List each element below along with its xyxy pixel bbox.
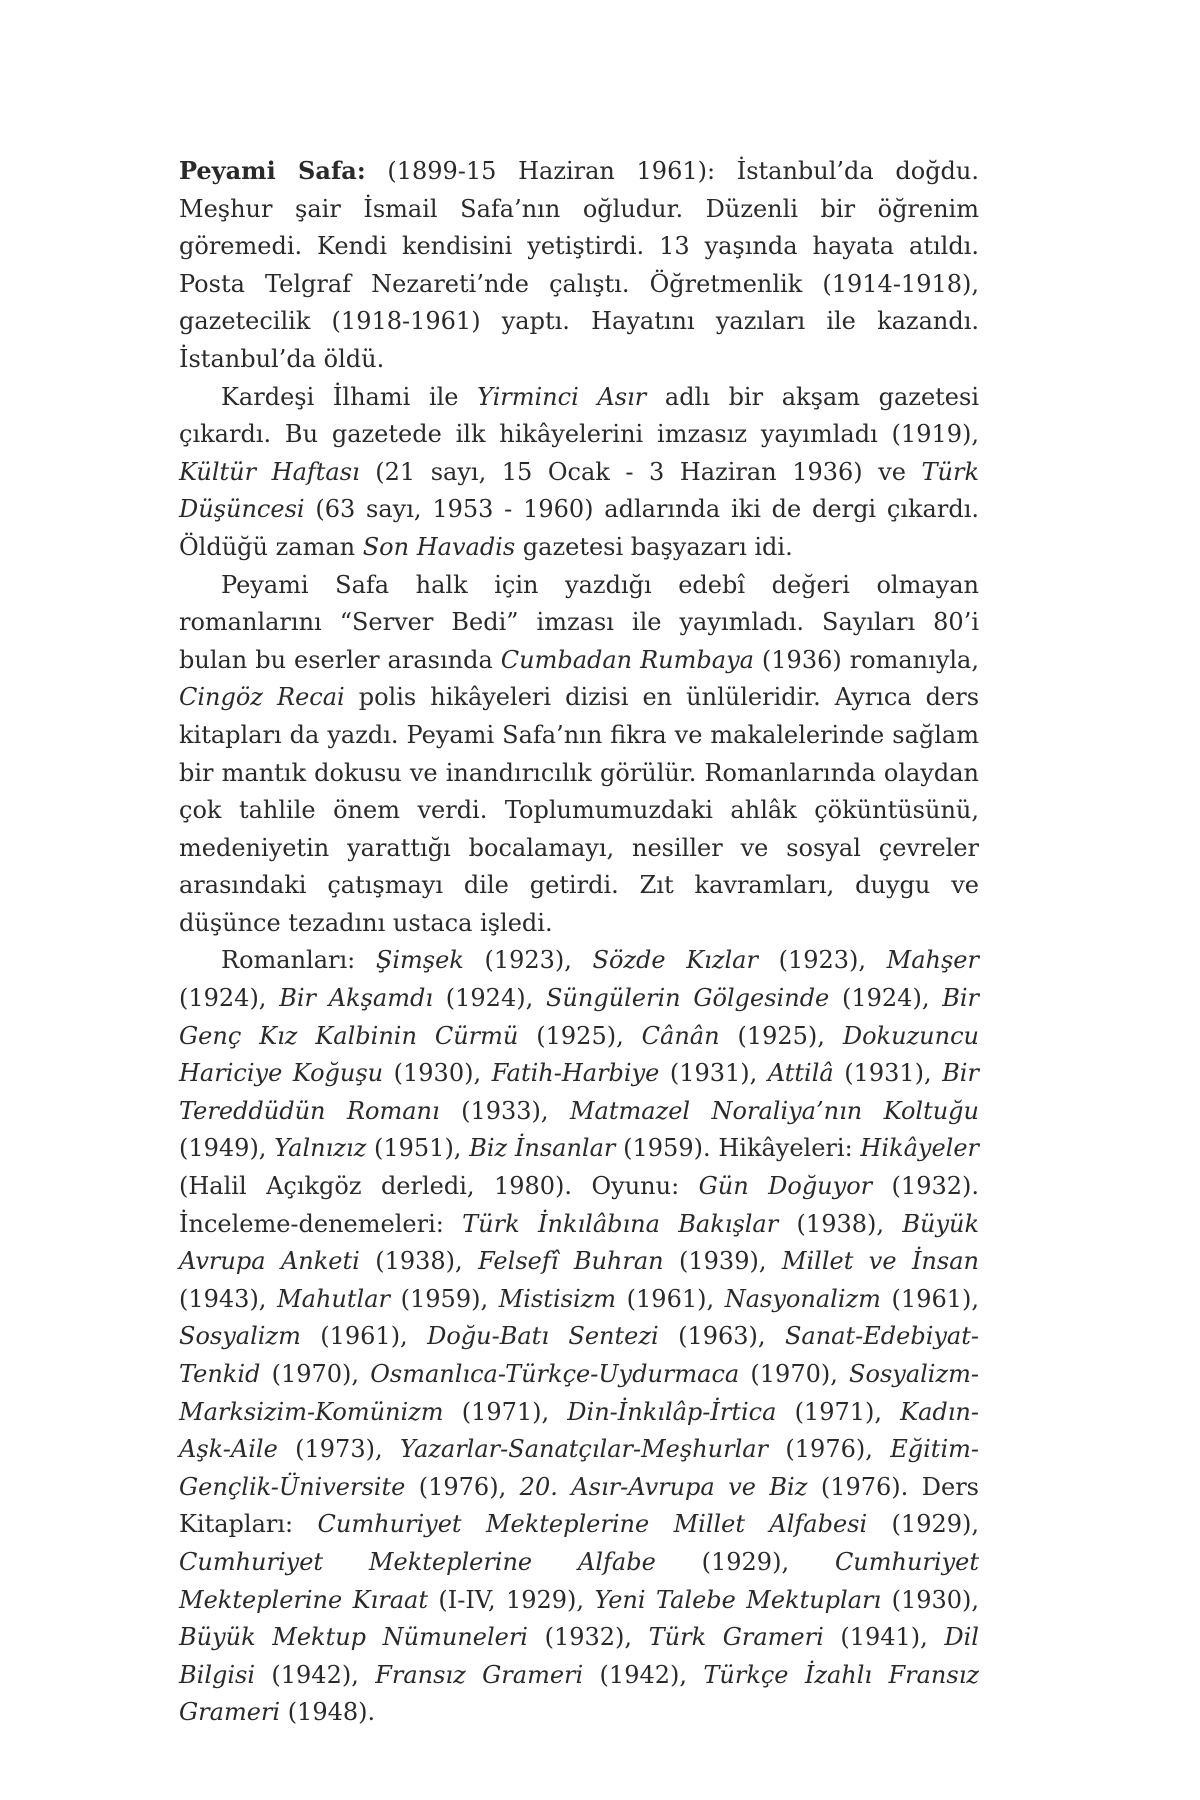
italic-title: Eğitim-Gençlik-Üniversite [179,1435,979,1501]
text-run: (1970), [739,1360,850,1388]
text-run: (1930), [383,1059,492,1088]
italic-title: Türkçe İzahlı Fransız Grameri [179,1660,980,1727]
italic-title: Büyük Avrupa Anketi [179,1209,979,1276]
text-run: polis hikâyeleri dizisi en ünlüleridir. Ayrıca ders kitapları da yazdı. Peyami Safa’nın fikra ve makalelerinde sağlam bir mantık dokusu ve inandırıcılık görülür. Romanlarında olaydan çok tahlile önem verdi. Toplumumuzdaki ahlâk çöküntüsünü, medeniyetin yarattığı bocalamayı, nesiller ve sosyal çevreler arasındaki çatışmayı dile getirdi. Zıt kavramları, duygu ve düşünce tezadını ustaca işledi. [179,683,980,937]
italic-title: Osmanlıca-Türkçe-Uydurmaca [370,1360,740,1388]
italic-title: Kültür Haftası [179,457,360,486]
italic-title: Hikâyeler [860,1134,979,1163]
text-run: (1941), [823,1623,945,1652]
text-run: (1976). Ders Kitapları: [179,1472,979,1539]
text-run: adlı bir akşam gazetesi çıkardı. Bu gazetede ilk hikâyelerini imzasız yayımladı (1919), [179,382,979,449]
paragraph-1 [179,152,979,379]
text-run: Kardeşi İlhami ile [221,382,478,411]
text-run: (1948). [280,1698,376,1727]
text-run: (1931), [659,1059,768,1088]
italic-title: Sosyalizm-Marksizim-Komünizm [179,1360,979,1426]
italic-title: Türk İnkılâbına Bakışlar [462,1209,779,1238]
italic-title: Bir Akşamdı [279,984,434,1013]
text-run: Romanları: [221,946,376,975]
text-run: gazetesi başyazarı idi. [515,532,793,561]
text-run: (1930), [881,1585,980,1614]
text-run: (1959). Hikâyeleri: [615,1134,861,1163]
italic-title: Mahşer [886,946,979,975]
italic-title: Bir Tereddüdün Romanı [179,1059,979,1125]
text-run: (1924), [433,984,546,1013]
text-run: (1933), [439,1096,570,1125]
text-run: (1961), [616,1284,725,1313]
italic-title: Bir Genç Kız Kalbinin Cürmü [179,984,979,1050]
italic-title: Felsefî Buhran [478,1247,664,1276]
text-run: (1932), [528,1623,649,1652]
text-run: (1939), [663,1247,782,1276]
text-run: (1925), [518,1021,642,1050]
italic-title: Gün Doğuyor [698,1172,873,1201]
text-run: (1971), [443,1397,568,1426]
italic-title: Fatih-Harbiye [491,1059,660,1088]
italic-title: Sanat-Edebiyat-Tenkid [179,1322,979,1388]
text-run: Peyami Safa halk için yazdığı edebî değeri olmayan romanlarını “Server Bedi” imzası ile yayımladı. Sayıları 80’i bulan bu eserler arasında [179,570,979,674]
italic-title: Dokuzuncu Hariciye Koğuşu [179,1021,979,1088]
paragraph-3 [179,567,979,943]
body-text [179,152,979,1732]
text-run: (21 sayı, 15 Ocak - 3 Haziran 1936) ve [359,457,922,486]
text-run: (1961), [300,1322,428,1351]
italic-title: Büyük Mektup Nümuneleri [179,1623,528,1652]
italic-title: Cumhuriyet Mekteplerine Millet Alfabesi [317,1510,868,1539]
italic-title: Türk Düşüncesi [179,457,979,524]
text-run: (1923), [757,946,887,975]
text-run: (63 sayı, 1953 - 1960) adlarında iki de dergi çıkardı. Öldüğü zaman [179,495,979,561]
italic-title: Süngülerin Gölgesinde [545,984,830,1013]
italic-title: Son Havadis [362,532,516,561]
italic-title: Türk Grameri [648,1623,824,1652]
italic-title: Mahutlar [277,1284,390,1313]
text-run: (1932). İnceleme-denemeleri: [179,1172,979,1238]
bold-heading: Peyami Safa: [179,156,366,185]
text-run: (I-IV, 1929), [427,1585,595,1614]
italic-title: Nasyonalizm [724,1284,881,1313]
text-run: (1973), [277,1435,400,1464]
italic-title: Din-İnkılâp-İrtica [567,1397,777,1426]
italic-title: Şimşek [375,946,464,975]
text-run: (1949), [179,1134,275,1163]
italic-title: Mistisizm [498,1284,617,1313]
paragraph-2 [179,379,979,567]
italic-title: Attilâ [767,1059,834,1088]
text-run: (1924), [179,984,280,1013]
italic-title: Fransız Grameri [375,1660,584,1689]
text-run: (Halil Açıkgöz derledi, 1980). Oyunu: [179,1172,699,1201]
text-run: (1931), [833,1059,943,1088]
italic-title: Sözde Kızlar [592,946,758,975]
text-run: (1976), [768,1435,891,1464]
italic-title: Yirminci Asır [477,382,647,411]
text-run: (1938), [359,1247,479,1276]
text-run: (1929), [867,1510,979,1539]
text-run: (1976), [405,1472,520,1501]
italic-title: Millet ve İnsan [781,1247,979,1276]
italic-title: Cânân [641,1021,720,1050]
italic-title: Cumbadan Rumbaya [500,645,754,674]
italic-title: Doğu-Batı Sentezi [427,1322,659,1351]
text-run: (1942), [583,1660,704,1689]
text-run: (1925), [719,1021,843,1050]
italic-title: Yalnızız [274,1134,367,1163]
italic-title: 20. Asır-Avrupa ve Biz [519,1472,808,1501]
text-run: (1963), [658,1322,785,1351]
italic-title: Yazarlar-Sanatçılar-Meşhurlar [399,1435,769,1464]
text-run: (1929), [655,1547,835,1576]
italic-title: Cumhuriyet Mekteplerine Alfabe [179,1547,656,1576]
italic-title: Sosyalizm [179,1322,301,1351]
italic-title: Kadın-Aşk-Aile [179,1397,979,1464]
italic-title: Biz İnsanlar [469,1134,616,1163]
italic-title: Cumhuriyet Mekteplerine Kıraat [179,1547,979,1614]
italic-title: Cingöz Recai [179,683,345,712]
text-run: (1961), [880,1284,979,1313]
text-run: (1951), [366,1134,470,1163]
text-run: (1943), [179,1284,278,1313]
text-run: (1923), [463,946,593,975]
italic-title: Yeni Talebe Mektupları [594,1585,882,1614]
italic-title: Dil Bilgisi [179,1623,979,1689]
text-run: (1970), [260,1360,371,1388]
text-run: (1936) romanıyla, [753,645,979,674]
text-run: (1942), [255,1660,376,1689]
italic-title: Matmazel Noraliya’nın Koltuğu [569,1096,979,1125]
text-run: (1971), [776,1397,901,1426]
text-run: (1938), [778,1209,903,1238]
paragraph-4 [179,942,979,1731]
text-run: (1899-15 Haziran 1961): İstanbul’da doğdu. Meşhur şair İsmail Safa’nın oğludur. Düzenli bir öğrenim göremedi. Kendi kendisini yetiştirdi. 13 yaşında hayata atıldı. Posta Telgraf Nezareti’nde çalıştı. Öğretmenlik (1914-1918), gazetecilik (1918-1961) yaptı. Hayatını yazıları ile kazandı. İstanbul’da öldü. [179,157,980,373]
text-run: (1959), [390,1284,499,1313]
text-run: (1924), [829,984,943,1013]
